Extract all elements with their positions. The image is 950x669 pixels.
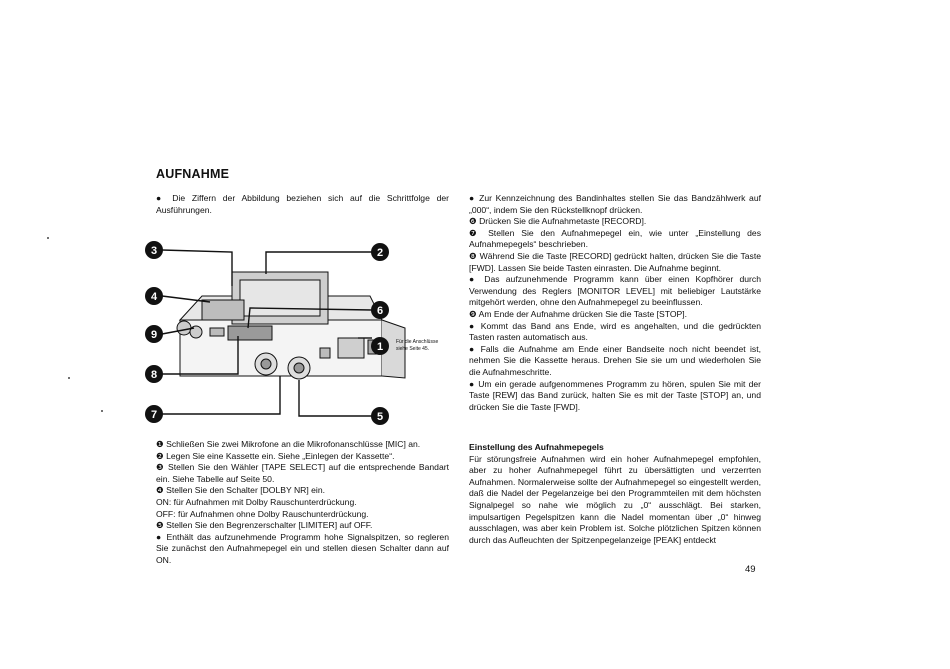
left-steps [156,439,449,567]
callout-4: 4 [150,291,158,303]
scan-speck [47,237,49,239]
limiter-note: ● Enthält das aufzunehmende Programm hohe Signalspitzen, so regleren Sie zunächst den Aufnahmepegel ein und stellen diesen Schalter dann auf ON. [156,531,449,565]
tape-end-note: ● Kommt das Band ans Ende, wird es angehalten, und die gedrückten Tasten rasten automatisch aus. [469,320,761,343]
intro-paragraph: ● Die Ziffern der Abbildung beziehen sich auf die Schrittfolge der Ausführungen. [156,193,449,215]
step-9: ❾ Am Ende der Aufnahme drücken Sie die Taste [STOP]. [469,308,688,319]
callout-8: 8 [150,369,158,381]
scan-speck [101,410,103,412]
figure-note-line1: Für die Anschlüsse [396,339,439,345]
scan-speck [68,377,70,379]
level-section [469,442,761,546]
step-5: ❺ Stellen Sie den Begrenzerschalter [LIMITER] auf OFF. [156,520,373,531]
callout-1: 1 [376,341,384,353]
step-1: ❶ Schließen Sie zwei Mikrofone an die Mikrofonanschlüsse [MIC] an. [156,439,421,449]
step-3: ❸ Stellen Sie den Wähler [TAPE SELECT] auf die entsprechende Bandart ein. Siehe Tabelle auf Seite 50. [156,462,449,484]
callout-2: 2 [376,247,384,259]
playback-note: ● Um ein gerade aufgenommenes Programm zu hören, spulen Sie mit der Taste [REW] das Band zurück, halten Sie es mit der Taste [STOP] an, und drücken Sie die Taste [FWD]. [469,378,761,412]
callout-9: 9 [150,329,158,341]
counter-note: ● Zur Kennzeichnung des Bandinhaltes stellen Sie das Bandzählwerk auf „000“, indem Sie den Rückstellknopf drücken. [469,193,761,215]
step-8: ❽ Während Sie die Taste [RECORD] gedrückt halten, drücken Sie die Taste [FWD]. Lassen Sie beide Tasten einrasten. Die Aufnahme beginnt. [469,250,761,273]
level-section-body: Für störungsfreie Aufnahmen wird ein hoher Aufnahmepegel empfohlen, aber zu hoher Aufnahmepegel führt zu übersättigten und verzerrten Aufnahmen. Normalerweise sollte der Aufnahmepegel so eingestellt werden, daß die Nadel der Pegelanzeige bei den Programmteilen mit dem höchsten Signalpegel so nahe wie möglich zu „0“ ausschlägt. Bei starken, impulsartigen Pegelspitzen kann die Nadel momentan über „0“ hinweg ausschlagen, was aber kein Problem ist. Solche plötzlichen Spitzen können durch das Aufleuchten der Spitzenpegelanzeige [PEAK] entdeckt [469,453,761,545]
callout-5: 5 [376,411,384,423]
step-7: ❼ Stellen Sie den Aufnahmepegel ein, wie unter „Einstellung des Aufnahmepegels“ beschrieben. [469,227,761,250]
side-end-note: ● Falls die Aufnahme am Ende einer Bandseite noch nicht beendet ist, nehmen Sie die Kassette heraus. Drehen Sie sie um und wiederholen Sie die Aufnahmeschritte. [469,343,761,377]
figure-note-line2: siehe Seite 45. [396,346,430,352]
step-6: ❻ Drücken Sie die Aufnahmetaste [RECORD]. [469,216,647,227]
dolby-on-note: ON: für Aufnahmen mit Dolby Rauschunterdrückung. [156,496,357,507]
callout-6: 6 [376,305,384,317]
recorder-diagram [140,228,460,433]
step-4: ❹ Stellen Sie den Schalter [DOLBY NR] ein. [156,485,326,496]
monitor-note: ● Das aufzunehmende Programm kann über einen Kopfhörer durch Verwendung des Reglers [MONITOR LEVEL] mit beliebiger Lautstärke mitgehört werden, ohne den Aufnahmepegel zu beeinflussen. [469,274,761,308]
callout-3: 3 [150,245,158,257]
step-2: ❷ Legen Sie eine Kassette ein. Siehe „Einlegen der Kassette“. [156,450,395,461]
level-section-title: Einstellung des Aufnahmepegels [469,442,604,452]
callout-7: 7 [150,409,158,421]
cassette-recorder-illustration [177,272,405,379]
right-steps [469,193,761,413]
section-heading: AUFNAHME [156,167,230,181]
page-number: 49 [745,564,756,575]
dolby-off-note: OFF: für Aufnahmen ohne Dolby Rauschunterdrückung. [156,508,369,519]
